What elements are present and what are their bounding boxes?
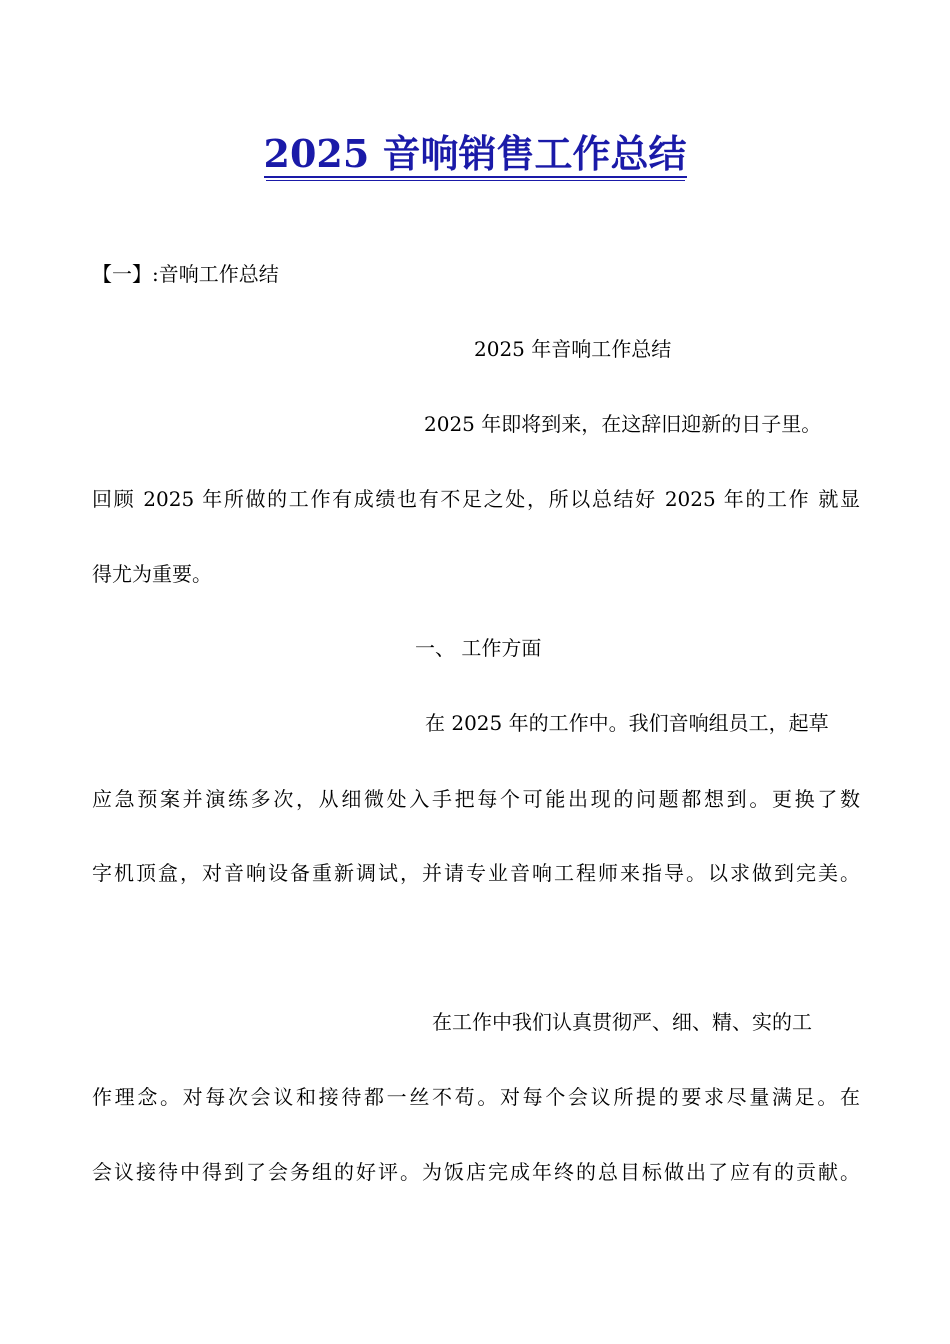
paragraph2-line2: 应急预案并演练多次，从细微处入手把每个可能出现的问题都想到。更换了数 [92, 787, 860, 811]
paragraph2-line1: 在 2025 年的工作中。我们音响组员工，起草 [425, 711, 829, 735]
paragraph3-line3: 会议接待中得到了会务组的好评。为饭店完成年终的总目标做出了应有的贡献。 [92, 1160, 860, 1184]
paragraph1-line3: 得尤为重要。 [92, 562, 212, 586]
paragraph1-line1: 2025 年即将到来，在这辞旧迎新的日子里。 [424, 412, 822, 436]
document-title[interactable] [0, 128, 950, 180]
paragraph3-line2: 作理念。对每次会议和接待都一丝不苟。对每个会议所提的要求尽量满足。在 [92, 1085, 860, 1109]
subtitle: 2025 年音响工作总结 [474, 337, 672, 361]
paragraph2-line3: 字机顶盒，对音响设备重新调试，并请专业音响工程师来指导。以求做到完美。 [92, 861, 860, 885]
section-marker: 【一】:音响工作总结 [92, 262, 279, 286]
document-title-link[interactable]: 2025 音响销售工作总结 [263, 131, 687, 176]
paragraph1-line2: 回顾 2025 年所做的工作有成绩也有不足之处，所以总结好 2025 年的工作 就显 [92, 487, 860, 511]
paragraph3-line1: 在工作中我们认真贯彻严、细、精、实的工 [432, 1010, 812, 1034]
heading-work-aspect: 一、 工作方面 [415, 636, 542, 660]
